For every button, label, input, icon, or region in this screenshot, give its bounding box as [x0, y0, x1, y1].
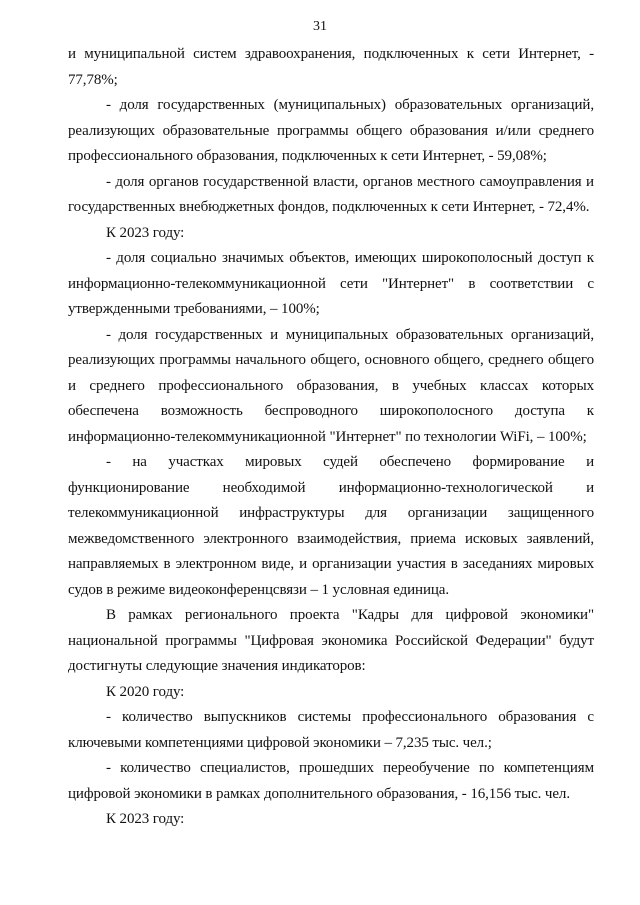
paragraph: - доля государственных и муниципальных образовательных организаций, реализующих программы начального общего, основного общего, среднего общего и среднего профессионального образования, в учебных классах которых обеспечена возможность беспроводного широкополосного доступа к информационно-телекоммуникационной "Интернет" по технологии WiFi, – 100%;: [68, 326, 594, 445]
paragraph: - количество специалистов, прошедших переобучение по компетенциям цифровой экономики в рамках дополнительного образования, - 16,156 тыс. чел.: [68, 760, 594, 802]
paragraph: - на участках мировых судей обеспечено формирование и функционирование необходимой информационно-технологической и телекоммуникационной инфраструктуры для организации защищенного межведомственного электронного взаимодействия, приема исковых заявлений, направляемых в электронном виде, и организации участия в заседаниях мировых судов в режиме видеоконференцсвязи – 1 условная единица.: [68, 454, 594, 598]
paragraph: - доля социально значимых объектов, имеющих широкополосный доступ к информационно-телекоммуникационной сети "Интернет" в соответствии с утвержденными требованиями, – 100%;: [68, 250, 594, 317]
paragraph: - доля органов государственной власти, органов местного самоуправления и государственных внебюджетных фондов, подключенных к сети Интернет, - 72,4%.: [68, 173, 594, 215]
page-number: 31: [313, 19, 327, 34]
document-body: [68, 42, 594, 833]
paragraph: - количество выпускников системы профессионального образования с ключевыми компетенциями цифровой экономики – 7,235 тыс. чел.;: [68, 709, 594, 751]
paragraph: и муниципальной систем здравоохранения, подключенных к сети Интернет, - 77,78%;: [68, 46, 594, 88]
section-heading: К 2020 году:: [106, 683, 185, 700]
paragraph: В рамках регионального проекта "Кадры для цифровой экономики" национальной программы "Цифровая экономика Российской Федерации" будут достигнуты следующие значения индикаторов:: [68, 607, 594, 674]
section-heading: К 2023 году:: [106, 224, 185, 241]
paragraph: - доля государственных (муниципальных) образовательных организаций, реализующих образовательные программы общего образования и/или среднего профессионального образования, подключенных к сети Интернет, - 59,08%;: [68, 97, 594, 164]
section-heading: К 2023 году:: [106, 811, 185, 827]
